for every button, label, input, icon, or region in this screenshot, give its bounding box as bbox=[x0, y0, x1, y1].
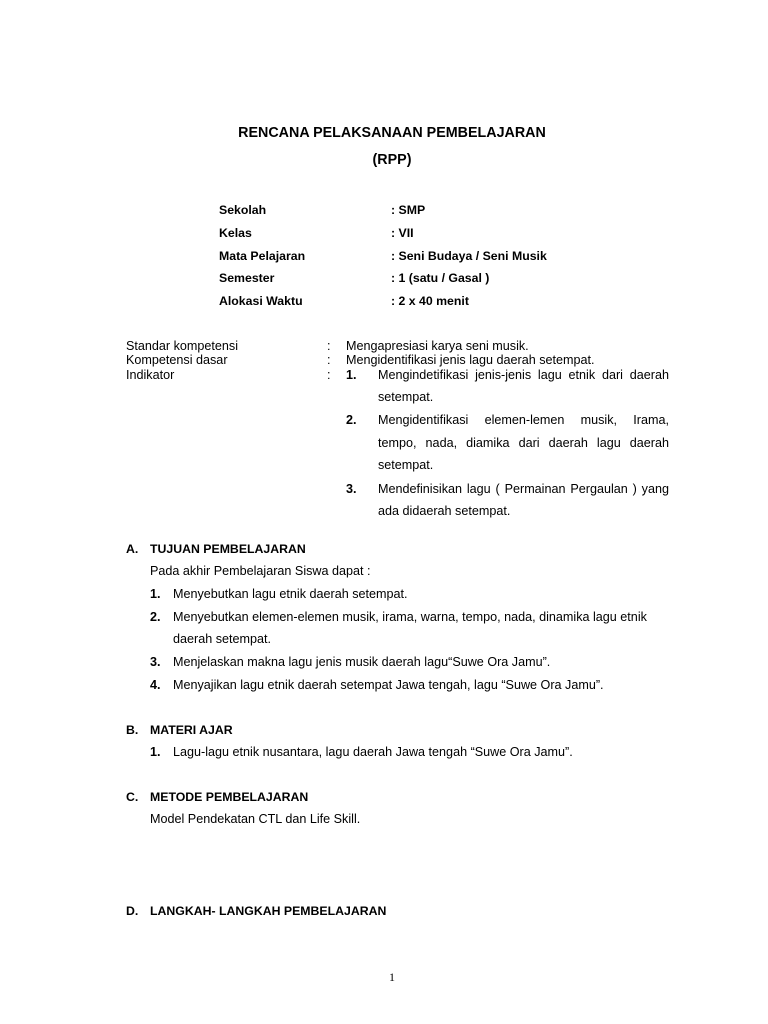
indikator-item-number: 2. bbox=[346, 413, 357, 427]
indikator-item-text: setempat. bbox=[378, 390, 434, 404]
competence-label: Kompetensi dasar bbox=[126, 353, 228, 367]
section-heading-materi bbox=[0, 723, 768, 739]
list-item bbox=[0, 745, 768, 761]
section-intro bbox=[0, 564, 768, 580]
indikator-item-text: Mengindetifikasi jenis-jenis lagu etnik dari daerah bbox=[378, 368, 669, 382]
identity-label: Mata Pelajaran bbox=[219, 249, 306, 263]
indikator-item-text: setempat. bbox=[378, 458, 434, 472]
competence-separator: : bbox=[327, 368, 331, 382]
list-item-text: Lagu-lagu etnik nusantara, lagu daerah Jawa tengah “Suwe Ora Jamu”. bbox=[173, 745, 573, 759]
section-intro-text: Pada akhir Pembelajaran Siswa dapat : bbox=[150, 564, 371, 578]
list-item-number: 3. bbox=[150, 655, 161, 669]
indikator-line bbox=[0, 504, 768, 520]
identity-value: : Seni Budaya / Seni Musik bbox=[391, 249, 547, 263]
section-letter: D. bbox=[126, 904, 139, 918]
indikator-line bbox=[0, 482, 768, 498]
indikator-line bbox=[0, 458, 768, 474]
identity-label: Kelas bbox=[219, 226, 252, 240]
section-heading-tujuan bbox=[0, 542, 768, 558]
identity-row-mata-pelajaran bbox=[0, 249, 768, 265]
list-item bbox=[0, 610, 768, 626]
list-item bbox=[0, 655, 768, 671]
competence-separator: : bbox=[327, 353, 331, 367]
identity-row-sekolah bbox=[0, 203, 768, 219]
identity-label: Sekolah bbox=[219, 203, 267, 217]
indikator-item-number: 3. bbox=[346, 482, 357, 496]
kompetensi-dasar-row bbox=[0, 353, 768, 369]
identity-value: : 1 (satu / Gasal ) bbox=[391, 271, 490, 285]
identity-row-alokasi-waktu bbox=[0, 294, 768, 310]
section-heading-metode bbox=[0, 790, 768, 806]
list-item-text: Menyebutkan elemen-elemen musik, irama, warna, tempo, nada, dinamika lagu etnik bbox=[173, 610, 647, 624]
list-item bbox=[0, 678, 768, 694]
indikator-line bbox=[0, 413, 768, 429]
document-subtitle: (RPP) bbox=[372, 152, 412, 168]
competence-separator: : bbox=[327, 339, 331, 353]
list-item-text: Menyajikan lagu etnik daerah setempat Jawa tengah, lagu “Suwe Ora Jamu”. bbox=[173, 678, 604, 692]
indikator-item-text: tempo, nada, diamika dari daerah lagu daerah bbox=[378, 436, 669, 450]
list-item-continuation bbox=[0, 632, 768, 648]
section-letter: C. bbox=[126, 790, 139, 804]
list-item-text: Menjelaskan makna lagu jenis musik daerah lagu“Suwe Ora Jamu”. bbox=[173, 655, 551, 669]
indikator-line bbox=[0, 390, 768, 406]
section-letter: A. bbox=[126, 542, 139, 556]
page-number: 1 bbox=[389, 970, 395, 984]
identity-label: Alokasi Waktu bbox=[219, 294, 303, 308]
indikator-item-text: Mengidentifikasi elemen-lemen musik, Irama, bbox=[378, 413, 669, 427]
identity-row-kelas bbox=[0, 226, 768, 242]
section-heading: METODE PEMBELAJARAN bbox=[150, 790, 309, 804]
section-heading: LANGKAH- LANGKAH PEMBELAJARAN bbox=[150, 904, 387, 918]
competence-value: Mengidentifikasi jenis lagu daerah setempat. bbox=[346, 353, 595, 367]
identity-label: Semester bbox=[219, 271, 275, 285]
section-letter: B. bbox=[126, 723, 139, 737]
indikator-item-number: 1. bbox=[346, 368, 357, 382]
section-intro bbox=[0, 812, 768, 828]
list-item-number: 1. bbox=[150, 745, 161, 759]
section-intro-text: Model Pendekatan CTL dan Life Skill. bbox=[150, 812, 361, 826]
list-item-number: 2. bbox=[150, 610, 161, 624]
competence-label: Standar kompetensi bbox=[126, 339, 239, 353]
section-heading: TUJUAN PEMBELAJARAN bbox=[150, 542, 306, 556]
identity-row-semester bbox=[0, 271, 768, 287]
identity-value: : 2 x 40 menit bbox=[391, 294, 469, 308]
indikator-item-text: ada didaerah setempat. bbox=[378, 504, 511, 518]
list-item bbox=[0, 587, 768, 603]
section-heading: MATERI AJAR bbox=[150, 723, 233, 737]
section-heading-langkah bbox=[0, 904, 768, 920]
identity-value: : VII bbox=[391, 226, 414, 240]
competence-value: Mengapresiasi karya seni musik. bbox=[346, 339, 529, 353]
document-title: RENCANA PELAKSANAAN PEMBELAJARAN bbox=[238, 125, 546, 141]
competence-label: Indikator bbox=[126, 368, 175, 382]
list-item-text: daerah setempat. bbox=[173, 632, 272, 646]
list-item-number: 1. bbox=[150, 587, 161, 601]
indikator-row bbox=[0, 368, 768, 384]
list-item-text: Menyebutkan lagu etnik daerah setempat. bbox=[173, 587, 408, 601]
identity-value: : SMP bbox=[391, 203, 426, 217]
indikator-line bbox=[0, 436, 768, 452]
list-item-number: 4. bbox=[150, 678, 161, 692]
indikator-item-text: Mendefinisikan lagu ( Permainan Pergaulan ) yang bbox=[378, 482, 669, 496]
